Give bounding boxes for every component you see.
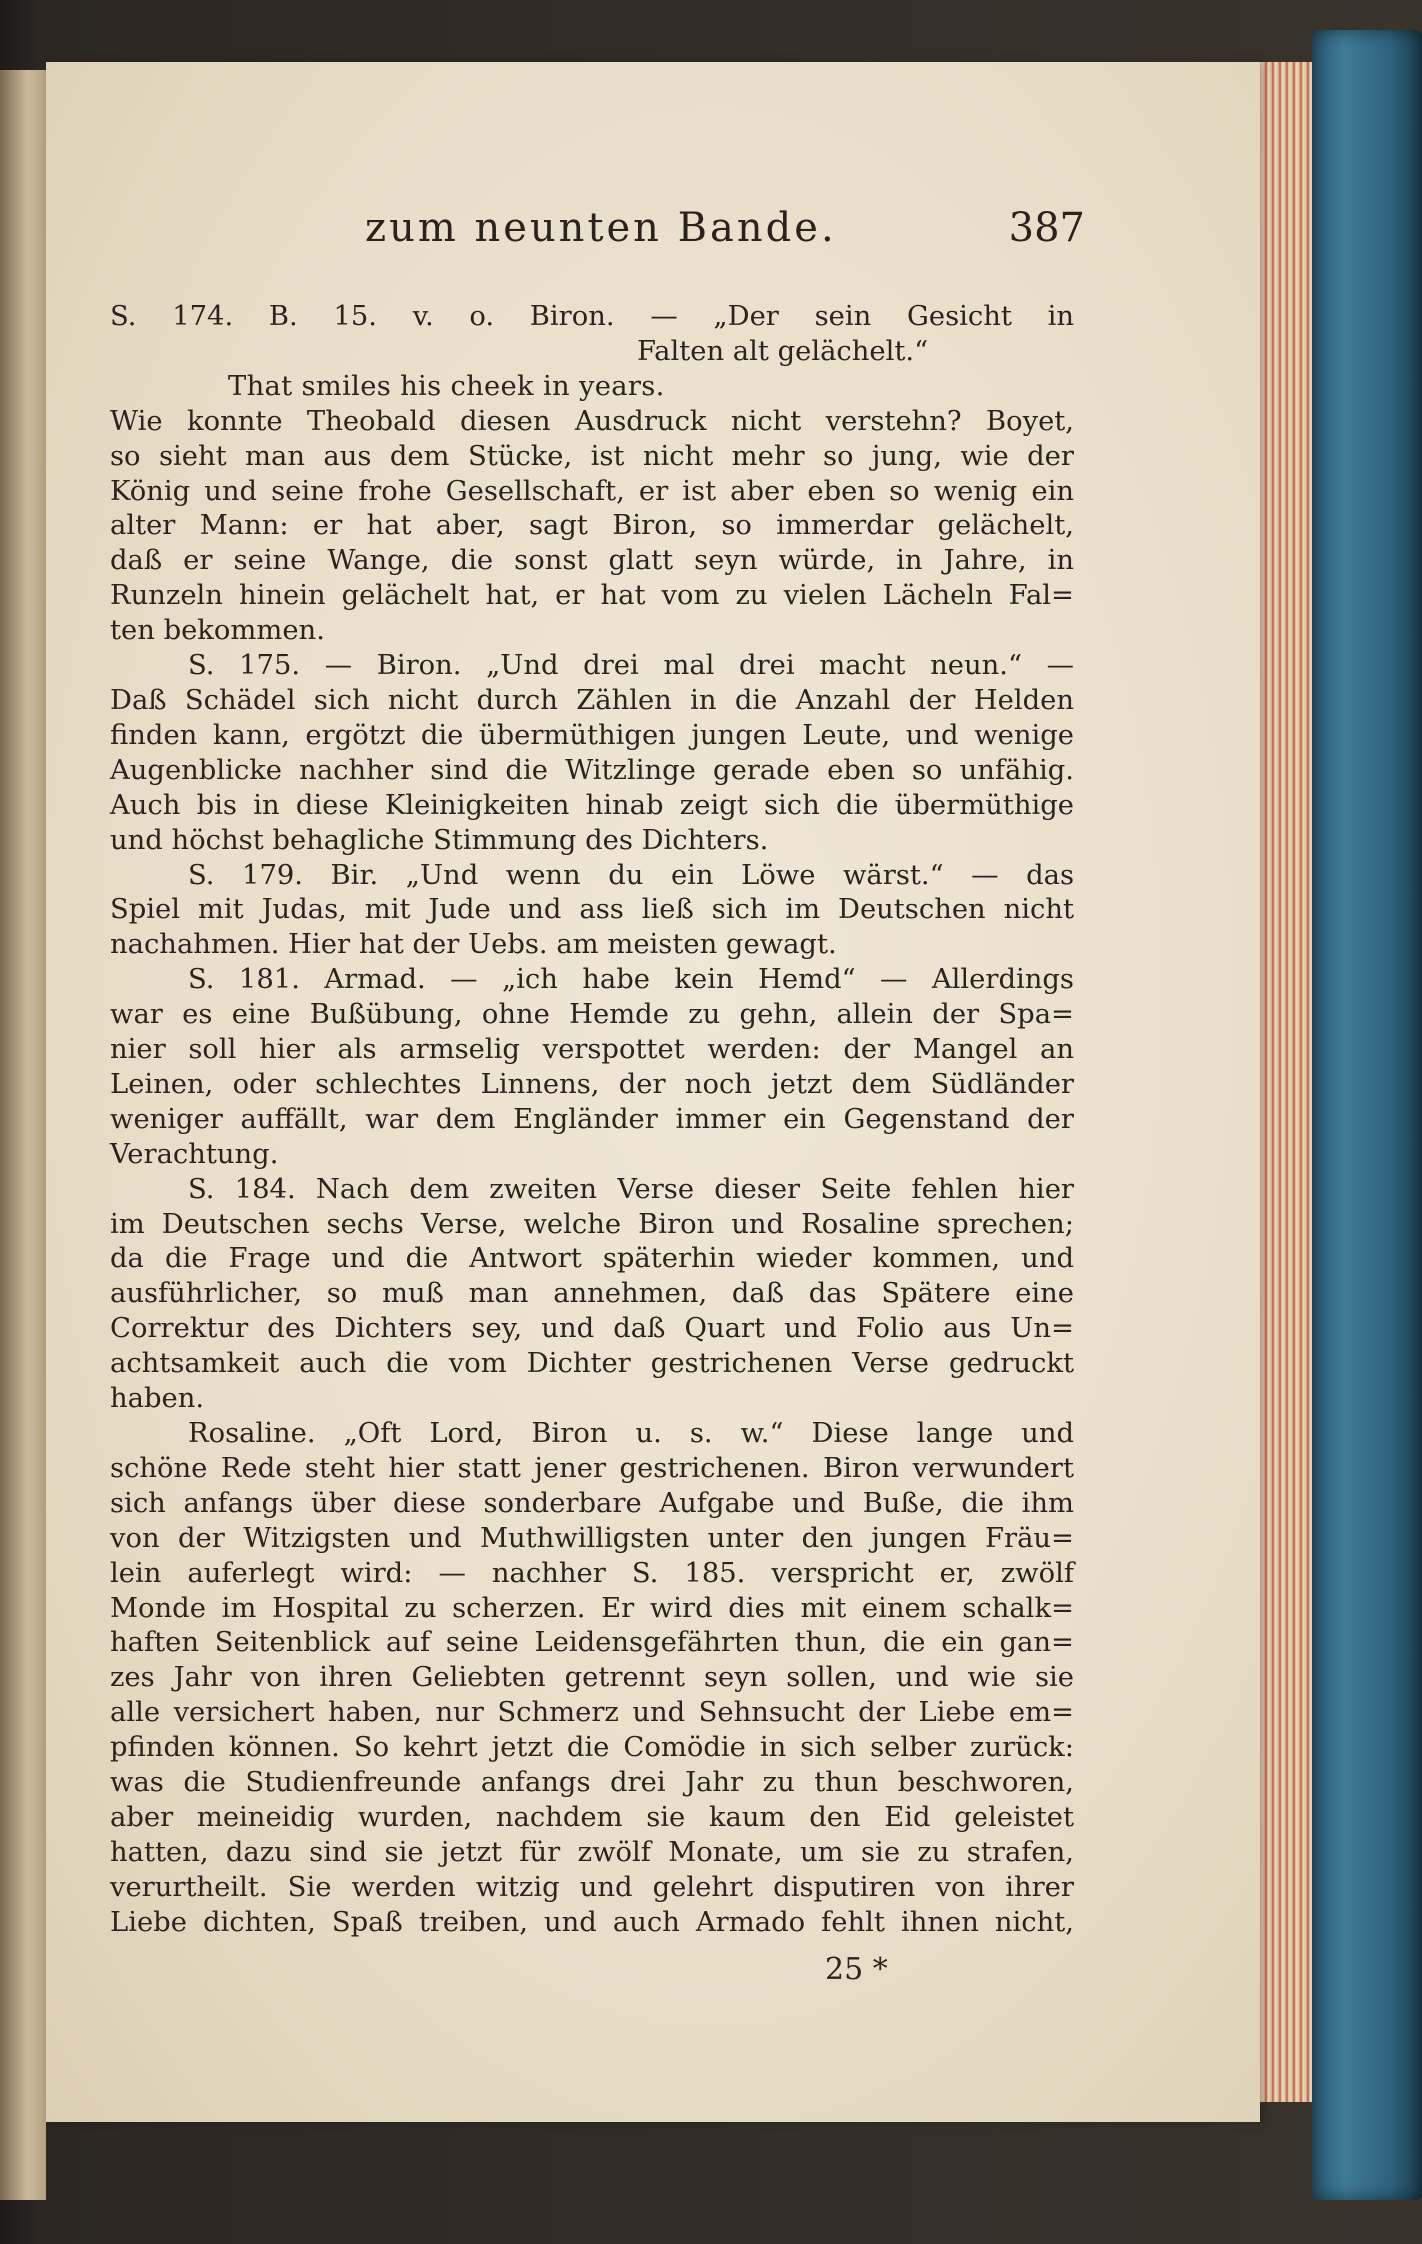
text-line: Falten alt gelächelt.“ bbox=[637, 335, 929, 367]
text-line: daß er seine Wange, die sonst glatt seyn würde, in Jahre, in bbox=[110, 545, 1074, 577]
text-line: da die Frage und die Antwort späterhin wieder kommen, und bbox=[110, 1243, 1074, 1275]
text-line: Rosaline. „Oft Lord, Biron u. s. w.“ Diese lange und bbox=[188, 1418, 1074, 1449]
text-line: Correktur des Dichters sey, und daß Quart und Folio aus Un= bbox=[110, 1313, 1074, 1345]
text-line: haben. bbox=[110, 1383, 205, 1415]
facing-page-edge bbox=[0, 70, 46, 2200]
text-line: sich anfangs über diese sonderbare Aufgabe und Buße, die ihm bbox=[110, 1487, 1074, 1519]
text-line: verurtheilt. Sie werden witzig und gelehrt disputiren von ihrer bbox=[110, 1871, 1074, 1903]
text-line: Monde im Hospital zu scherzen. Er wird dies mit einem schalk= bbox=[110, 1592, 1074, 1624]
text-line: nier soll hier als armselig verspottet werden: der Mangel an bbox=[110, 1034, 1074, 1066]
text-line: aber meineidig wurden, nachdem sie kaum den Eid geleistet bbox=[110, 1801, 1074, 1833]
book-board-right bbox=[1312, 30, 1422, 2200]
text-line: hatten, dazu sind sie jetzt für zwölf Monate, um sie zu strafen, bbox=[110, 1836, 1074, 1868]
running-header bbox=[365, 205, 1085, 255]
signature-mark: 25 * bbox=[825, 1952, 888, 1987]
text-line: S. 184. Nach dem zweiten Verse dieser Seite fehlen hier bbox=[188, 1173, 1074, 1205]
text-line: S. 174. B. 15. v. o. Biron. — „Der sein Gesicht in bbox=[110, 301, 1074, 332]
text-line: und höchst behagliche Stimmung des Dichters. bbox=[110, 824, 769, 856]
text-line: haften Seitenblick auf seine Leidensgefährten thun, die ein gan= bbox=[110, 1627, 1074, 1659]
text-line: zes Jahr von ihren Geliebten getrennt seyn sollen, und wie sie bbox=[110, 1662, 1074, 1694]
text-line: Augenblicke nachher sind die Witzlinge gerade eben so unfähig. bbox=[110, 754, 1074, 786]
text-line: was die Studienfreunde anfangs drei Jahr zu thun beschworen, bbox=[110, 1767, 1074, 1799]
text-line: S. 179. Bir. „Und wenn du ein Löwe wärst.“ — das bbox=[188, 859, 1074, 891]
text-line: finden kann, ergötzt die übermüthigen jungen Leute, und wenige bbox=[110, 719, 1074, 751]
text-line: pfinden können. So kehrt jetzt die Comödie in sich selber zurück: bbox=[110, 1732, 1074, 1764]
text-line: alter Mann: er hat aber, sagt Biron, so immerdar gelächelt, bbox=[110, 510, 1074, 542]
running-title: zum neunten Bande. bbox=[365, 205, 837, 251]
text-line: ten bekommen. bbox=[110, 615, 325, 647]
text-line: S. 181. Armad. — „ich habe kein Hemd“ — Allerdings bbox=[188, 964, 1074, 996]
text-line: so sieht man aus dem Stücke, ist nicht mehr so jung, wie der bbox=[110, 440, 1074, 472]
text-line: achtsamkeit auch die vom Dichter gestrichenen Verse gedruckt bbox=[110, 1348, 1074, 1380]
text-line: That smiles his cheek in years. bbox=[228, 370, 665, 402]
text-line: schöne Rede steht hier statt jener gestrichenen. Biron verwundert bbox=[110, 1452, 1074, 1484]
body-text bbox=[110, 300, 1074, 1941]
text-line: Daß Schädel sich nicht durch Zählen in die Anzahl der Helden bbox=[110, 684, 1074, 716]
text-line: Leinen, oder schlechtes Linnens, der noch jetzt dem Südländer bbox=[110, 1068, 1074, 1100]
text-line: weniger auffällt, war dem Engländer immer ein Gegenstand der bbox=[110, 1103, 1074, 1135]
text-line: von der Witzigsten und Muthwilligsten unter den jungen Fräu= bbox=[110, 1522, 1074, 1554]
text-line: König und seine frohe Gesellschaft, er ist aber eben so wenig ein bbox=[110, 475, 1074, 507]
text-line: lein auferlegt wird: — nachher S. 185. verspricht er, zwölf bbox=[110, 1557, 1074, 1589]
text-line: nachahmen. Hier hat der Uebs. am meisten gewagt. bbox=[110, 929, 837, 961]
text-line: war es eine Bußübung, ohne Hemde zu gehn, allein der Spa= bbox=[110, 999, 1074, 1031]
text-line: Runzeln hinein gelächelt hat, er hat vom zu vielen Lächeln Fal= bbox=[110, 580, 1074, 612]
text-line: Spiel mit Judas, mit Jude und ass ließ sich im Deutschen nicht bbox=[110, 894, 1074, 926]
text-line: Wie konnte Theobald diesen Ausdruck nicht verstehn? Boyet, bbox=[110, 405, 1074, 437]
text-line: im Deutschen sechs Verse, welche Biron und Rosaline sprechen; bbox=[110, 1208, 1074, 1240]
text-line: Verachtung. bbox=[110, 1138, 279, 1170]
text-line: Liebe dichten, Spaß treiben, und auch Armado fehlt ihnen nicht, bbox=[110, 1906, 1074, 1938]
text-line: S. 175. — Biron. „Und drei mal drei macht neun.“ — bbox=[188, 650, 1074, 682]
page-number: 387 bbox=[1008, 205, 1085, 251]
text-line: alle versichert haben, nur Schmerz und Sehnsucht der Liebe em= bbox=[110, 1697, 1074, 1729]
text-line: ausführlicher, so muß man annehmen, daß das Spätere eine bbox=[110, 1278, 1074, 1310]
text-line: Auch bis in diese Kleinigkeiten hinab zeigt sich die übermüthige bbox=[110, 789, 1074, 821]
